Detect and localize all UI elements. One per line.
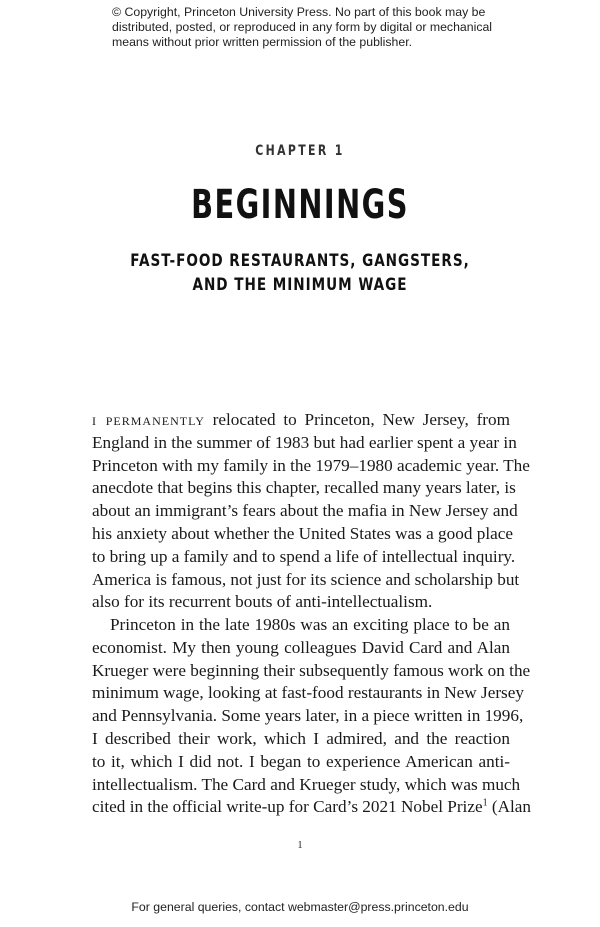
copyright-line: distributed, posted, or reproduced in any form by digital or mechanical <box>112 20 493 34</box>
text-line: his anxiety about whether the United States was a good place <box>92 523 513 543</box>
text-line: Princeton in the late 1980s was an exciting place to be an <box>110 615 510 634</box>
text-line: and Pennsylvania. Some years later, in a piece written in 1996, <box>92 706 524 726</box>
subtitle-line: FAST-FOOD RESTAURANTS, GANGSTERS, <box>130 251 470 271</box>
lead-in-small-caps: i permanently <box>92 410 205 429</box>
subtitle-line: AND THE MINIMUM WAGE <box>192 275 408 295</box>
page-number: 1 <box>297 840 303 851</box>
paragraph-1 <box>92 409 530 614</box>
copyright-notice <box>112 5 492 50</box>
text-line: Krueger were beginning their subsequently famous work on the <box>92 660 531 680</box>
text-line: also for its recurrent bouts of anti-intellectualism. <box>92 592 433 612</box>
footnote-ref[interactable]: 1 <box>482 797 488 809</box>
text-line: America is famous, not just for its science and scholarship but <box>92 569 520 589</box>
chapter-label: CHAPTER 1 <box>255 143 345 159</box>
text-line: minimum wage, looking at fast-food restaurants in New Jersey <box>92 683 524 703</box>
text-line: intellectualism. The Card and Krueger study, which was much <box>92 774 521 794</box>
text-line: i permanently relocated to Princeton, New Jersey, from <box>92 410 510 429</box>
footer-contact: For general queries, contact webmaster@press.princeton.edu <box>131 900 469 914</box>
text-line: anecdote that begins this chapter, recalled many years later, is <box>92 478 516 498</box>
copyright-line: © Copyright, Princeton University Press. No part of this book may be <box>112 5 486 19</box>
text-line: to it, which I did not. I began to experience American anti- <box>92 751 510 771</box>
text-line: about an immigrant’s fears about the mafia in New Jersey and <box>92 501 518 521</box>
text-line: cited in the official write-up for Card’s 2021 Nobel Prize$^1$ (Alan <box>92 797 532 817</box>
text-line: I described their work, which I admired, and the reaction <box>92 728 510 748</box>
chapter-title: BEGINNINGS <box>191 182 409 228</box>
text-line: to bring up a family and to spend a life of intellectual inquiry. <box>92 546 516 566</box>
copyright-line: means without prior written permission of the publisher. <box>112 35 413 49</box>
text-line: Princeton with my family in the 1979–1980 academic year. The <box>92 455 530 475</box>
text-line: England in the summer of 1983 but had earlier spent a year in <box>92 432 517 452</box>
chapter-subtitle <box>60 249 540 297</box>
text-line: economist. My then young colleagues David Card and Alan <box>92 637 510 657</box>
paragraph-2 <box>92 614 532 819</box>
